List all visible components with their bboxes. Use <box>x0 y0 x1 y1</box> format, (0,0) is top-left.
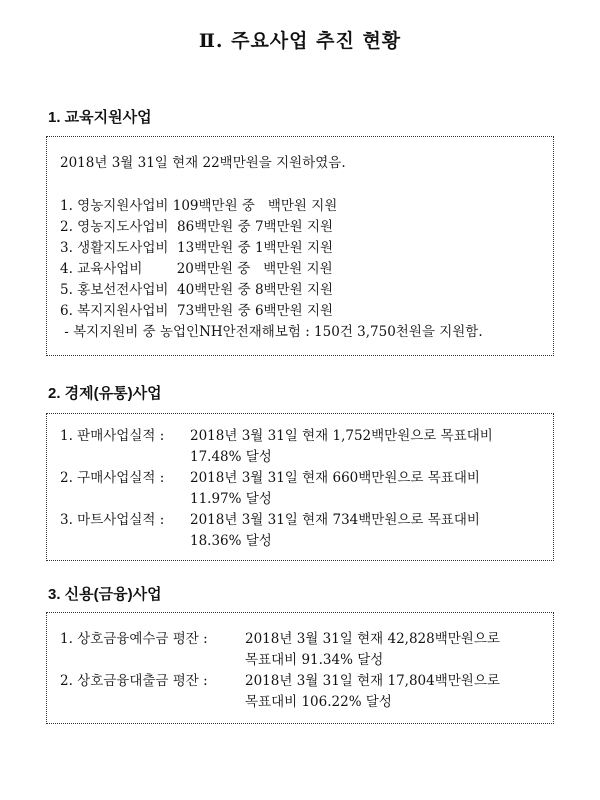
economy-item-label: 2. 구매사업실적 : <box>60 470 165 486</box>
economy-item-label: 3. 마트사업실적 : <box>60 512 165 528</box>
economy-item-text: 2018년 3월 31일 현재 660백만원으로 목표대비 <box>190 470 480 486</box>
credit-item-text: 2018년 3월 31일 현재 17,804백만원으로 <box>245 673 500 689</box>
section-heading-credit: 3. 신용(금융)사업 <box>48 586 162 603</box>
education-support-box <box>46 136 554 356</box>
credit-item-label: 2. 상호금융대출금 평잔 : <box>60 673 208 689</box>
credit-item-cont: 목표대비 106.22% 달성 <box>245 694 392 710</box>
credit-item-label: 1. 상호금융예수금 평잔 : <box>60 631 208 647</box>
education-item: 5. 홍보선전사업비 40백만원 중 8백만원 지원 <box>60 282 334 298</box>
economy-item-text: 2018년 3월 31일 현재 734백만원으로 목표대비 <box>190 512 480 528</box>
page-title: Ⅱ. 주요사업 추진 현황 <box>198 30 402 52</box>
education-intro-text: 2018년 3월 31일 현재 22백만원을 지원하였음. <box>60 155 346 171</box>
credit-item-cont: 목표대비 91.34% 달성 <box>245 652 384 668</box>
education-item: 6. 복지지원사업비 73백만원 중 6백만원 지원 <box>60 303 334 319</box>
economy-item-text: 2018년 3월 31일 현재 1,752백만원으로 목표대비 <box>190 428 493 444</box>
economy-item-cont: 11.97% 달성 <box>190 491 272 507</box>
education-note: - 복지지원비 중 농업인NH안전재해보험 : 150건 3,750천원을 지원함. <box>60 324 483 340</box>
education-item: 1. 영농지원사업비 109백만원 중 백만원 지원 <box>60 198 338 214</box>
section-heading-education: 1. 교육지원사업 <box>48 109 152 126</box>
credit-item-text: 2018년 3월 31일 현재 42,828백만원으로 <box>245 631 500 647</box>
economy-item-label: 1. 판매사업실적 : <box>60 428 165 444</box>
economy-item-cont: 17.48% 달성 <box>190 449 272 465</box>
economy-item-cont: 18.36% 달성 <box>190 533 272 549</box>
education-item: 2. 영농지도사업비 86백만원 중 7백만원 지원 <box>60 219 334 235</box>
education-item: 3. 생활지도사업비 13백만원 중 1백만원 지원 <box>60 240 334 256</box>
section-heading-economy: 2. 경제(유통)사업 <box>48 385 162 402</box>
economy-box <box>46 413 554 561</box>
education-item: 4. 교육사업비 20백만원 중 백만원 지원 <box>60 261 333 277</box>
credit-box <box>46 612 554 724</box>
